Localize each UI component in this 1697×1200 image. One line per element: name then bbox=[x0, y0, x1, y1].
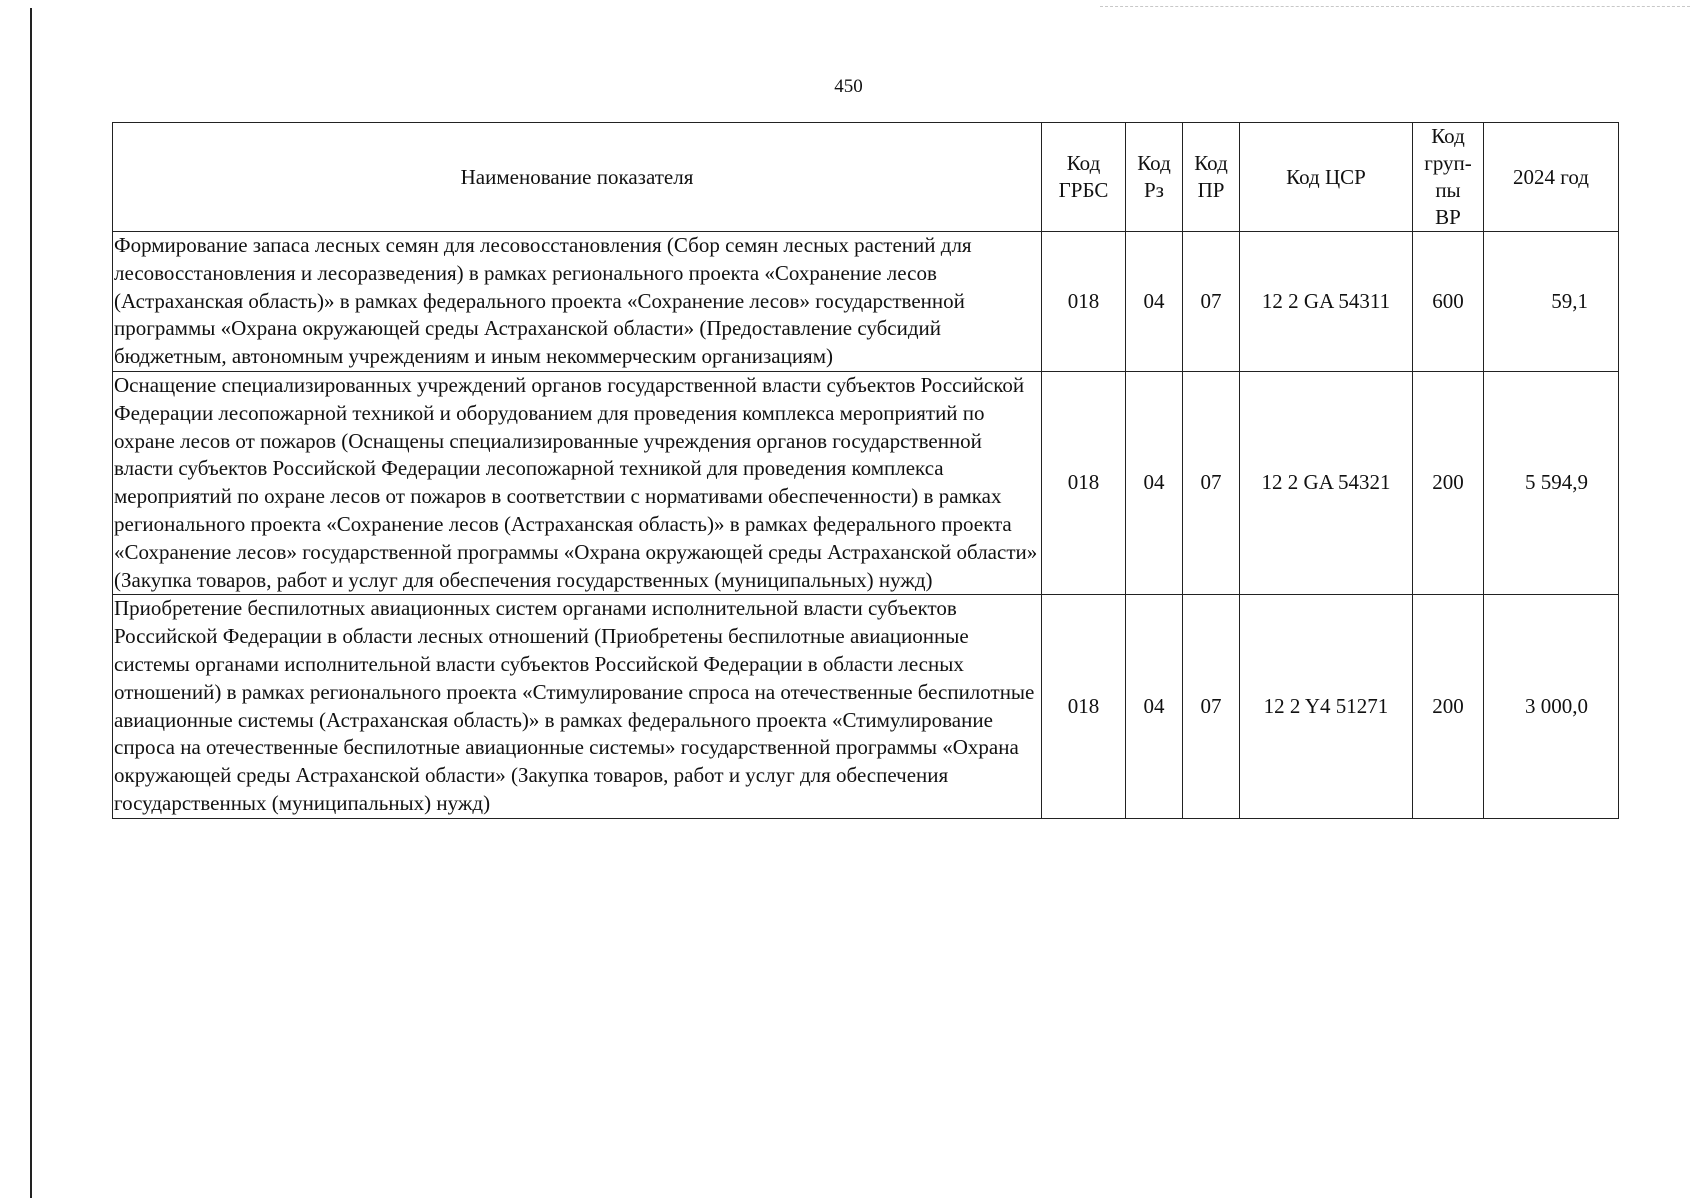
row-name: Приобретение беспилотных авиационных систем органами исполнительной власти субъектов Российской Федерации в области лесных отношений (Приобретены беспилотные авиационные системы органами исполнительной власти субъектов Российской Федерации в области лесных отношений) в рамках регионального проекта «Стимулирование спроса на отечественные беспилотные авиационные системы (Астраханская область)» в рамках федерального проекта «Стимулирование спроса на отечественные беспилотные авиационные системы» государственной программы «Охрана окружающей среды Астраханской области» (Закупка товаров, работ и услуг для обеспечения государственных (муниципальных) нужд) bbox=[113, 595, 1042, 818]
row-rz: 04 bbox=[1126, 232, 1183, 372]
row-csr: 12 2 GA 54311 bbox=[1240, 232, 1413, 372]
row-grbs: 018 bbox=[1042, 371, 1126, 594]
page-number: 450 bbox=[834, 76, 863, 97]
row-name: Формирование запаса лесных семян для лесовосстановления (Сбор семян лесных растений для лесовосстановления и лесоразведения) в рамках регионального проекта «Сохранение лесов (Астраханская область)» в рамках федерального проекта «Сохранение лесов» государственной программы «Охрана окружающей среды Астраханской области» (Предоставление субсидий бюджетным, автономным учреждениям и иным некоммерческим организациям) bbox=[113, 232, 1042, 372]
row-amount: 5 594,9 bbox=[1484, 371, 1619, 594]
row-vr: 200 bbox=[1413, 595, 1484, 818]
header-vr: Код груп-пы ВР bbox=[1413, 123, 1484, 232]
row-amount: 3 000,0 bbox=[1484, 595, 1619, 818]
budget-table bbox=[112, 122, 1619, 819]
table-header-row bbox=[113, 123, 1619, 232]
scan-top-artifact bbox=[1100, 6, 1690, 7]
header-rz: Код Рз bbox=[1126, 123, 1183, 232]
table-row bbox=[113, 232, 1619, 372]
row-name: Оснащение специализированных учреждений органов государственной власти субъектов Российской Федерации лесопожарной техникой и оборудованием для проведения комплекса мероприятий по охране лесов от пожаров (Оснащены специализированные учреждения органов государственной власти субъектов Российской Федерации лесопожарной техникой для проведения комплекса мероприятий по охране лесов от пожаров в соответствии с нормативами обеспеченности) в рамках регионального проекта «Сохранение лесов (Астраханская область)» в рамках федерального проекта «Сохранение лесов» государственной программы «Охрана окружающей среды Астраханской области» (Закупка товаров, работ и услуг для обеспечения государственных (муниципальных) нужд) bbox=[113, 371, 1042, 594]
row-vr: 200 bbox=[1413, 371, 1484, 594]
row-pr: 07 bbox=[1183, 595, 1240, 818]
row-rz: 04 bbox=[1126, 371, 1183, 594]
row-grbs: 018 bbox=[1042, 232, 1126, 372]
scan-edge-line bbox=[30, 8, 32, 1198]
header-grbs: Код ГРБС bbox=[1042, 123, 1126, 232]
header-pr: Код ПР bbox=[1183, 123, 1240, 232]
row-amount: 59,1 bbox=[1484, 232, 1619, 372]
row-pr: 07 bbox=[1183, 232, 1240, 372]
row-pr: 07 bbox=[1183, 371, 1240, 594]
row-csr: 12 2 GA 54321 bbox=[1240, 371, 1413, 594]
header-csr: Код ЦСР bbox=[1240, 123, 1413, 232]
row-grbs: 018 bbox=[1042, 595, 1126, 818]
table-row bbox=[113, 371, 1619, 594]
header-name: Наименование показателя bbox=[113, 123, 1042, 232]
header-year: 2024 год bbox=[1484, 123, 1619, 232]
row-csr: 12 2 Y4 51271 bbox=[1240, 595, 1413, 818]
row-rz: 04 bbox=[1126, 595, 1183, 818]
row-vr: 600 bbox=[1413, 232, 1484, 372]
table-row bbox=[113, 595, 1619, 818]
